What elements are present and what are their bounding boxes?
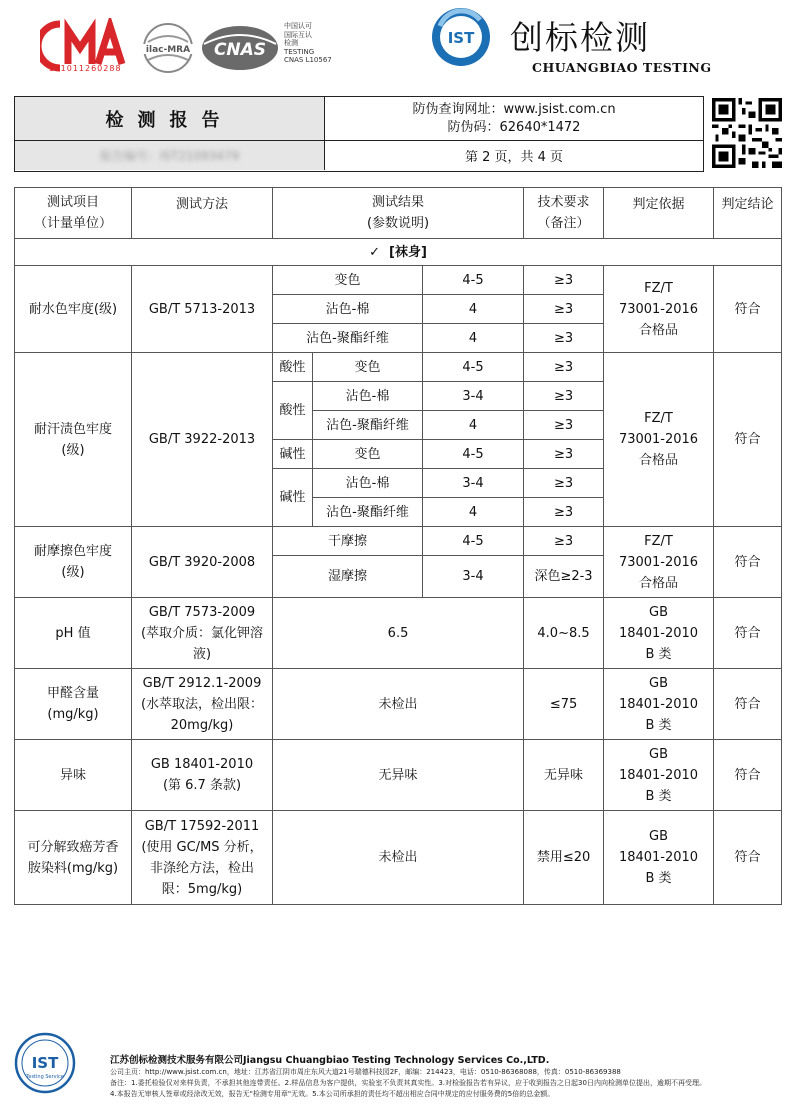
sub-value: 4-5: [423, 266, 524, 295]
page-indicator: 第 2 页，共 4 页: [464, 150, 564, 165]
req-ph: 4.0~8.5: [524, 598, 604, 669]
basis-water: FZ/T 73001-2016 合格品: [604, 266, 714, 353]
table-row: [15, 353, 782, 382]
cnas-line: CNAS L10567: [284, 56, 332, 64]
method-water: GB/T 5713-2013: [132, 266, 273, 353]
table-row: [15, 669, 782, 740]
method-sweat: GB/T 3922-2013: [132, 353, 273, 527]
alkali-label: 碱性: [273, 440, 313, 469]
req-odor: 无异味: [524, 740, 604, 811]
result-ph: 6.5: [273, 598, 524, 669]
conclusion-sweat: 符合: [714, 353, 782, 527]
cnas-line: 中国认可: [284, 22, 312, 30]
brand-name-en: CHUANGBIAO TESTING: [532, 60, 712, 75]
check-icon: ✓: [369, 244, 390, 260]
basis-amine: GB 18401-2010 B 类: [604, 811, 714, 905]
basis-rub: FZ/T 73001-2016 合格品: [604, 527, 714, 598]
method-odor: GB 18401-2010 (第 6.7 条款): [132, 740, 273, 811]
sub-req: ≥3: [524, 411, 604, 440]
sub-value: 3-4: [423, 469, 524, 498]
cnas-line: 检测: [284, 39, 298, 47]
anti-fake-website[interactable]: 防伪查询网址：www.jsist.com.cn: [412, 101, 616, 117]
cnas-label: CNAS: [213, 40, 267, 60]
table-row: [15, 527, 782, 556]
table-row: [15, 811, 782, 905]
req-formaldehyde: ≤75: [524, 669, 604, 740]
item-sweat: 耐汗渍色牢度 (级): [15, 353, 132, 527]
item-formaldehyde: 甲醛含量 (mg/kg): [15, 669, 132, 740]
acid-label: 酸性: [273, 382, 313, 440]
ist-seal-icon: [14, 1032, 76, 1094]
basis-odor: GB 18401-2010 B 类: [604, 740, 714, 811]
ist-logo: [430, 6, 492, 68]
report-title: 检测报告: [15, 97, 325, 141]
sub-req: ≥3: [524, 440, 604, 469]
method-ph: GB/T 7573-2009 (萃取介质：氯化钾溶 液): [132, 598, 273, 669]
seal-sub: Testing Service: [26, 1074, 64, 1080]
sub-value: 4: [423, 295, 524, 324]
sub-value: 4-5: [423, 440, 524, 469]
table-row: [15, 266, 782, 295]
sub-label: 变色: [313, 440, 423, 469]
seal-label: IST: [31, 1054, 59, 1072]
result-amine: 未检出: [273, 811, 524, 905]
sub-value: 4: [423, 411, 524, 440]
qr-code[interactable]: [712, 98, 782, 168]
conclusion-rub: 符合: [714, 527, 782, 598]
sub-value: 3-4: [423, 556, 524, 598]
table-header-row: [15, 188, 782, 239]
ilac-label: ilac-MRA: [145, 45, 191, 55]
result-odor: 无异味: [273, 740, 524, 811]
sub-label: 沾色-聚酯纤维: [313, 411, 423, 440]
anti-fake-info: [325, 97, 703, 141]
item-amine: 可分解致癌芳香 胺染料(mg/kg): [15, 811, 132, 905]
sub-req: ≥3: [524, 353, 604, 382]
sub-label: 沾色-棉: [313, 469, 423, 498]
sub-label: 变色: [313, 353, 423, 382]
cnas-line: TESTING: [284, 47, 315, 56]
table-row: [15, 740, 782, 811]
header-conclusion: 判定结论: [714, 188, 782, 239]
item-ph: pH 值: [15, 598, 132, 669]
footer-note: 4.本报告无审核人签章或经涂改无效，报告无"检测专用章"无效。5.本公司所承担的责任均不超出相应合同中规定的应付服务费的5倍的总金额。: [110, 1090, 555, 1098]
sub-value: 4-5: [423, 527, 524, 556]
item-rub: 耐摩擦色牢度 (级): [15, 527, 132, 598]
sub-value: 3-4: [423, 382, 524, 411]
item-water: 耐水色牢度(级): [15, 266, 132, 353]
header-result: 测试结果 (参数说明): [273, 188, 524, 239]
footer-company: 江苏创标检测技术服务有限公司Jiangsu Chuangbiao Testing Technology Services Co.,LTD.: [110, 1055, 550, 1066]
method-rub: GB/T 3920-2008: [132, 527, 273, 598]
sub-req: ≥3: [524, 469, 604, 498]
method-formaldehyde: GB/T 2912.1-2009 (水萃取法，检出限： 20mg/kg): [132, 669, 273, 740]
results-table: [14, 187, 782, 905]
anti-fake-code: 防伪码：62640*1472: [447, 119, 581, 135]
sub-label: 干摩擦: [273, 527, 423, 556]
ist-label: IST: [447, 29, 475, 47]
method-amine: GB/T 17592-2011 (使用 GC/MS 分析， 非涤纶方法，检出 限：5mg/kg): [132, 811, 273, 905]
cma-number: 171011260288: [48, 64, 122, 73]
sub-req: ≥3: [524, 527, 604, 556]
basis-sweat: FZ/T 73001-2016 合格品: [604, 353, 714, 527]
sub-req: 深色≥2-3: [524, 556, 604, 598]
footer-contact: 公司主页：http://www.jsist.com.cn，地址：江苏省江阴市周庄东风大道21号瑞德科技园2F，邮编：214423，电话：0510-86368088，传真：0510-86369388: [110, 1068, 621, 1076]
sub-label: 沾色-聚酯纤维: [273, 324, 423, 353]
sub-value: 4: [423, 498, 524, 527]
sub-label: 沾色-棉: [313, 382, 423, 411]
sub-req: ≥3: [524, 266, 604, 295]
sub-req: ≥3: [524, 324, 604, 353]
sub-label: 沾色-棉: [273, 295, 423, 324]
ilac-mra-logo: [140, 22, 196, 74]
cnas-logo: [200, 22, 280, 74]
sub-label: 变色: [273, 266, 423, 295]
header-method: 测试方法: [132, 188, 273, 239]
sub-req: ≥3: [524, 382, 604, 411]
item-odor: 异味: [15, 740, 132, 811]
conclusion-water: 符合: [714, 266, 782, 353]
brand-name-cn: 创标检测: [510, 18, 650, 57]
header-item: 测试项目 （计量单位）: [15, 188, 132, 239]
alkali-label: 碱性: [273, 469, 313, 527]
sub-label: 湿摩擦: [273, 556, 423, 598]
conclusion-formaldehyde: 符合: [714, 669, 782, 740]
sub-value: 4-5: [423, 353, 524, 382]
acid-label: 酸性: [273, 353, 313, 382]
cnas-line: 国际互认: [284, 30, 312, 39]
report-number-text: 报告编号：IST21093479: [99, 149, 240, 163]
basis-formaldehyde: GB 18401-2010 B 类: [604, 669, 714, 740]
result-formaldehyde: 未检出: [273, 669, 524, 740]
sub-value: 4: [423, 324, 524, 353]
cnas-text: [284, 22, 332, 65]
report-header-box: [14, 96, 704, 172]
conclusion-ph: 符合: [714, 598, 782, 669]
header-basis: 判定依据: [604, 188, 714, 239]
header-requirement: 技术要求 （备注）: [524, 188, 604, 239]
conclusion-amine: 符合: [714, 811, 782, 905]
section-row: [15, 239, 782, 266]
sub-req: ≥3: [524, 498, 604, 527]
footer-note: 备注：1.委托检验仅对来样负责，不承担其他连带责任。2.样品信息为客户提供，实验室不负责其真实性。3.对检验报告若有异议，应于收到报告之日起30日内向检测单位提出，逾期不再受理。: [110, 1079, 706, 1087]
conclusion-odor: 符合: [714, 740, 782, 811]
sub-req: ≥3: [524, 295, 604, 324]
req-amine: 禁用≤20: [524, 811, 604, 905]
report-number: [15, 141, 325, 170]
sub-label: 沾色-聚酯纤维: [313, 498, 423, 527]
basis-ph: GB 18401-2010 B 类: [604, 598, 714, 669]
section-label: [袜身]: [389, 244, 427, 260]
table-row: [15, 598, 782, 669]
